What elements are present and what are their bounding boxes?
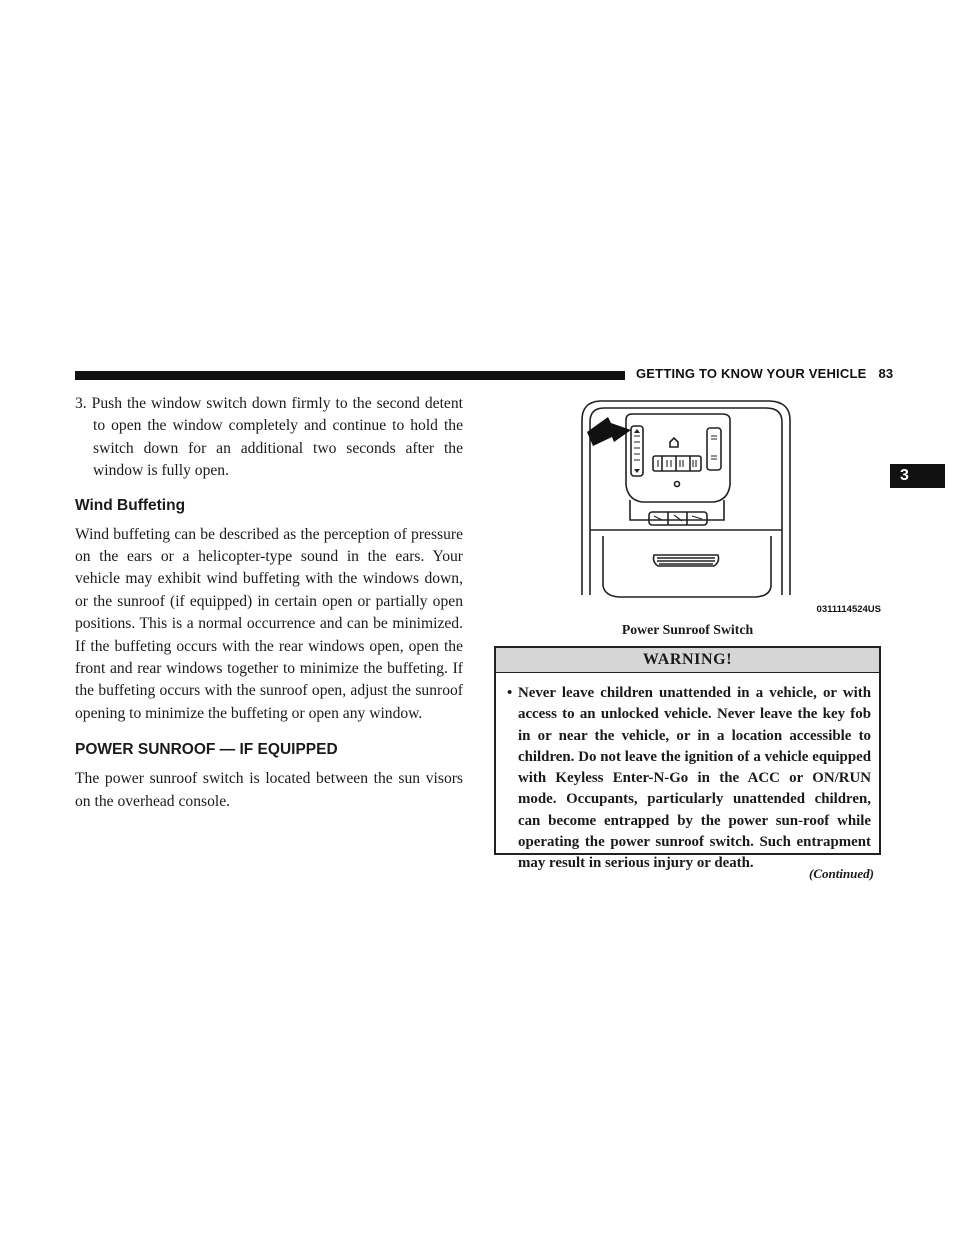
arrow-pointer-icon: [587, 417, 631, 446]
power-sunroof-heading: POWER SUNROOF — IF EQUIPPED: [75, 741, 338, 759]
wind-buffeting-heading: Wind Buffeting: [75, 496, 186, 514]
section-title: GETTING TO KNOW YOUR VEHICLE: [636, 366, 867, 381]
wind-buffeting-paragraph: Wind buffeting can be described as the perception of pressure on the ears or a helicopter-type sound in the ears. Your vehicle may exhibit wind buffeting with the windows down, or the sunroof (if equipped) in certain open or partially open positions. This is a normal occurrence and can be minimized. If the buffeting occurs with the rear windows open, open the front and rear windows together to minimize the buffeting. If the buffeting occurs with the sunroof open, adjust the sunroof opening to minimize the buffeting or open any window.: [75, 525, 463, 722]
power-sunroof-paragraph: The power sunroof switch is located between the sun visors on the overhead console.: [75, 770, 463, 810]
header-rule: [75, 371, 625, 380]
bullet-icon: •: [507, 685, 513, 701]
warning-box: [494, 646, 881, 872]
page-number: 83: [878, 366, 894, 381]
warning-title: WARNING!: [496, 648, 879, 673]
left-column: [75, 393, 463, 813]
warning-text: Never leave children unattended in a vehicle, or with access to an unlocked vehicle. Never leave the key fob in or near the vehicle, or in a location accessible to children. Do not leave the ignition of a vehicle equipped with Keyless Enter-N-Go in the ACC or ON/RUN mode. Occupants, particularly unattended children, can become entrapped by the power sun-roof while operating the power sunroof switch. Such entrapment may result in serious injury or death.: [518, 685, 871, 872]
continued-label: (Continued): [808, 866, 874, 881]
chapter-tab: 3: [890, 464, 945, 488]
figure-caption: Power Sunroof Switch: [621, 622, 754, 637]
warning-body: [496, 673, 879, 875]
running-header: [636, 366, 893, 381]
step-3-paragraph: 3. Push the window switch down firmly to the second detent to open the window completely and continue to hold the switch down for an additional two seconds after the window is fully open.: [75, 395, 463, 480]
overhead-console-illustration: [494, 390, 881, 602]
figure-code: 0311114524US: [816, 604, 881, 615]
sunroof-switch-figure: [494, 390, 881, 615]
